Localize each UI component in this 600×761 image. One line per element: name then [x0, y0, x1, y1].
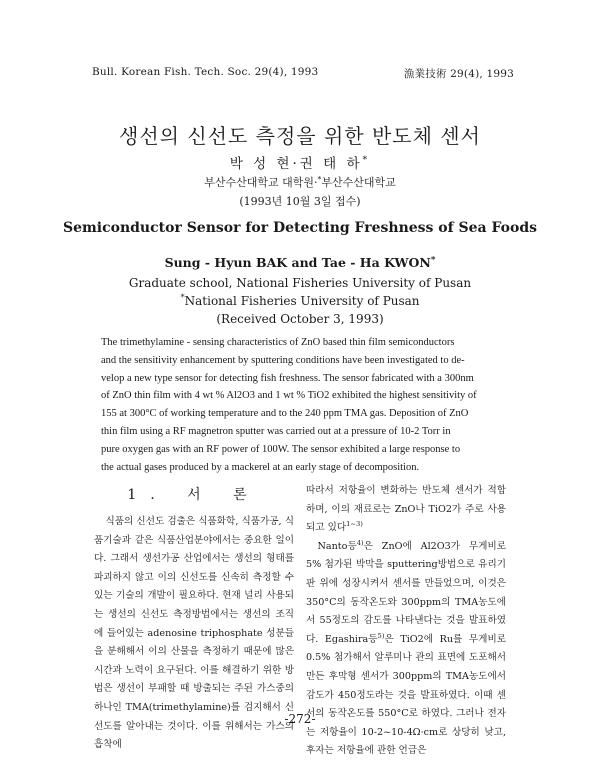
- right-paragraph-2-text: 은 ZnO에 Al2O3가 무게비로 5% 첨가된 박막을 sputtering방법으로 유리기판 위에 성장시켜서 센서를 만들었으며, 이것은 350°C의 동작온도와 300ppm의 TMA농도에서 55정도의 감도를 나타낸다는 것을 발표하였다. Egashira등: [306, 540, 506, 645]
- abstract-line-3: velop a new type sensor for detecting fish freshness. The sensor fabricated with a 300nm: [101, 372, 474, 384]
- right-column-paragraph-1: [306, 482, 506, 538]
- korean-title: 생선의 신선도 측정을 위한 반도체 센서: [119, 124, 481, 148]
- english-received-date: (Received October 3, 1993): [216, 312, 384, 326]
- journal-header-left: Bull. Korean Fish. Tech. Soc. 29(4), 1993: [92, 66, 319, 78]
- korean-authors-mark: *: [362, 154, 371, 166]
- section-title-introduction: 1. 서 론: [127, 487, 261, 503]
- right-paragraph-1-text: 따라서 저항율이 변화하는 반도체 센서가 적합하며, 이의 재료로는 ZnO나 TiO2가 주로 사용되고 있다: [306, 485, 506, 534]
- korean-affiliation-1: 부산수산대학교 대학원·: [204, 176, 318, 189]
- korean-authors: [0, 152, 600, 172]
- right-paragraph-2b-text: 은 TiO2에 Ru를 무게비로 0.5% 첨가해서 알루미나 관의 표면에 도포해서 만든 후막형 센서가 300ppm의 TMA농도에서 감도가 450정도라는 것을 발표하였다. 이때 센서의 동작온도를 550°C로 하였다. 그러나 전자는 저항율이 10-2~10-4Ω·cm로 상당히 낮고, 후자는 저항율에 관한 언급은: [306, 633, 506, 757]
- abstract-line-7: pure oxygen gas with an RF power of 100W. The sensor exhibited a large response to: [101, 443, 461, 455]
- abstract-line-6: thin film using a RF magnetron sputter was carried out at a pressure of 10-2 Torr in: [101, 425, 451, 437]
- english-affiliation-2-text: National Fisheries University of Pusan: [184, 294, 420, 308]
- korean-received-date: (1993년 10월 3일 접수): [239, 195, 361, 208]
- english-affiliation-1: Graduate school, National Fisheries University of Pusan: [128, 276, 472, 290]
- abstract-line-2: and the sensitivity enhancement by sputtering conditions have been investigated to de-: [101, 354, 465, 366]
- english-affiliation-2-mark: *: [180, 292, 185, 302]
- abstract-line-5: 155 at 300°C of working temperature and to the 240 ppm TMA gas. Deposition of ZnO: [101, 408, 469, 420]
- right-column-paragraph-2: [306, 538, 506, 761]
- abstract-line-8: the actual gases produced by a mackerel at an early stage of decomposition.: [101, 461, 420, 473]
- korean-authors-names: 박 성 현·권 태 하: [229, 156, 363, 172]
- korean-affiliation: [0, 174, 600, 190]
- left-column-paragraph: 식품의 신선도 검출은 식품화학, 식품가공, 식품기술과 같은 식품산업분야에서는 중요한 일이다. 그래서 생선가공 산업에서는 생선의 형태를 파괴하지 않고 이의 신선도를 신속히 측정할 수 있는 기술의 개발이 필요하다. 현재 널리 사용되는 생선의 신선도 측정방법에서는 생선의 조직에 들어있는 adenosine triphosphate 성분들을 분해해서 이의 산물을 측정하기 때문에 많은 시간과 노력이 요구된다. 이를 해결하기 위한 방법은 생선이 부패할 때 방출되는 주된 가스중의 하나인 TMA(trimethylamine)를 검지해서 신선도를 알아내는 것이다. 이를 위해서는 가스의 흡착에: [94, 516, 294, 751]
- page-number: -272-: [284, 712, 316, 726]
- abstract: [101, 334, 505, 476]
- abstract-line-4: of ZnO thin film with 4 wt % Al2O3 and 1 wt % TiO2 exhibited the highest sensitivity of: [101, 390, 477, 402]
- korean-affiliation-mark: *: [317, 174, 322, 184]
- english-affiliation-2: [0, 294, 600, 308]
- right-paragraph-2-ref: 4): [356, 538, 364, 547]
- right-paragraph-1-ref: 1~3): [346, 520, 363, 528]
- english-title: Semiconductor Sensor for Detecting Freshness of Sea Foods: [62, 220, 538, 236]
- abstract-line-1: The trimethylamine - sensing characteristics of ZnO based thin film semiconductors: [101, 337, 455, 348]
- english-authors-mark: *: [430, 254, 436, 265]
- english-authors: [0, 255, 600, 270]
- right-paragraph-2-ref2: 5): [377, 631, 385, 640]
- journal-header-right: 漁業技術 29(4), 1993: [403, 68, 514, 80]
- english-authors-names: Sung - Hyun BAK and Tae - Ha KWON: [164, 255, 431, 270]
- korean-affiliation-2: 부산수산대학교: [321, 176, 396, 189]
- right-paragraph-2-start: Nanto등: [317, 540, 357, 552]
